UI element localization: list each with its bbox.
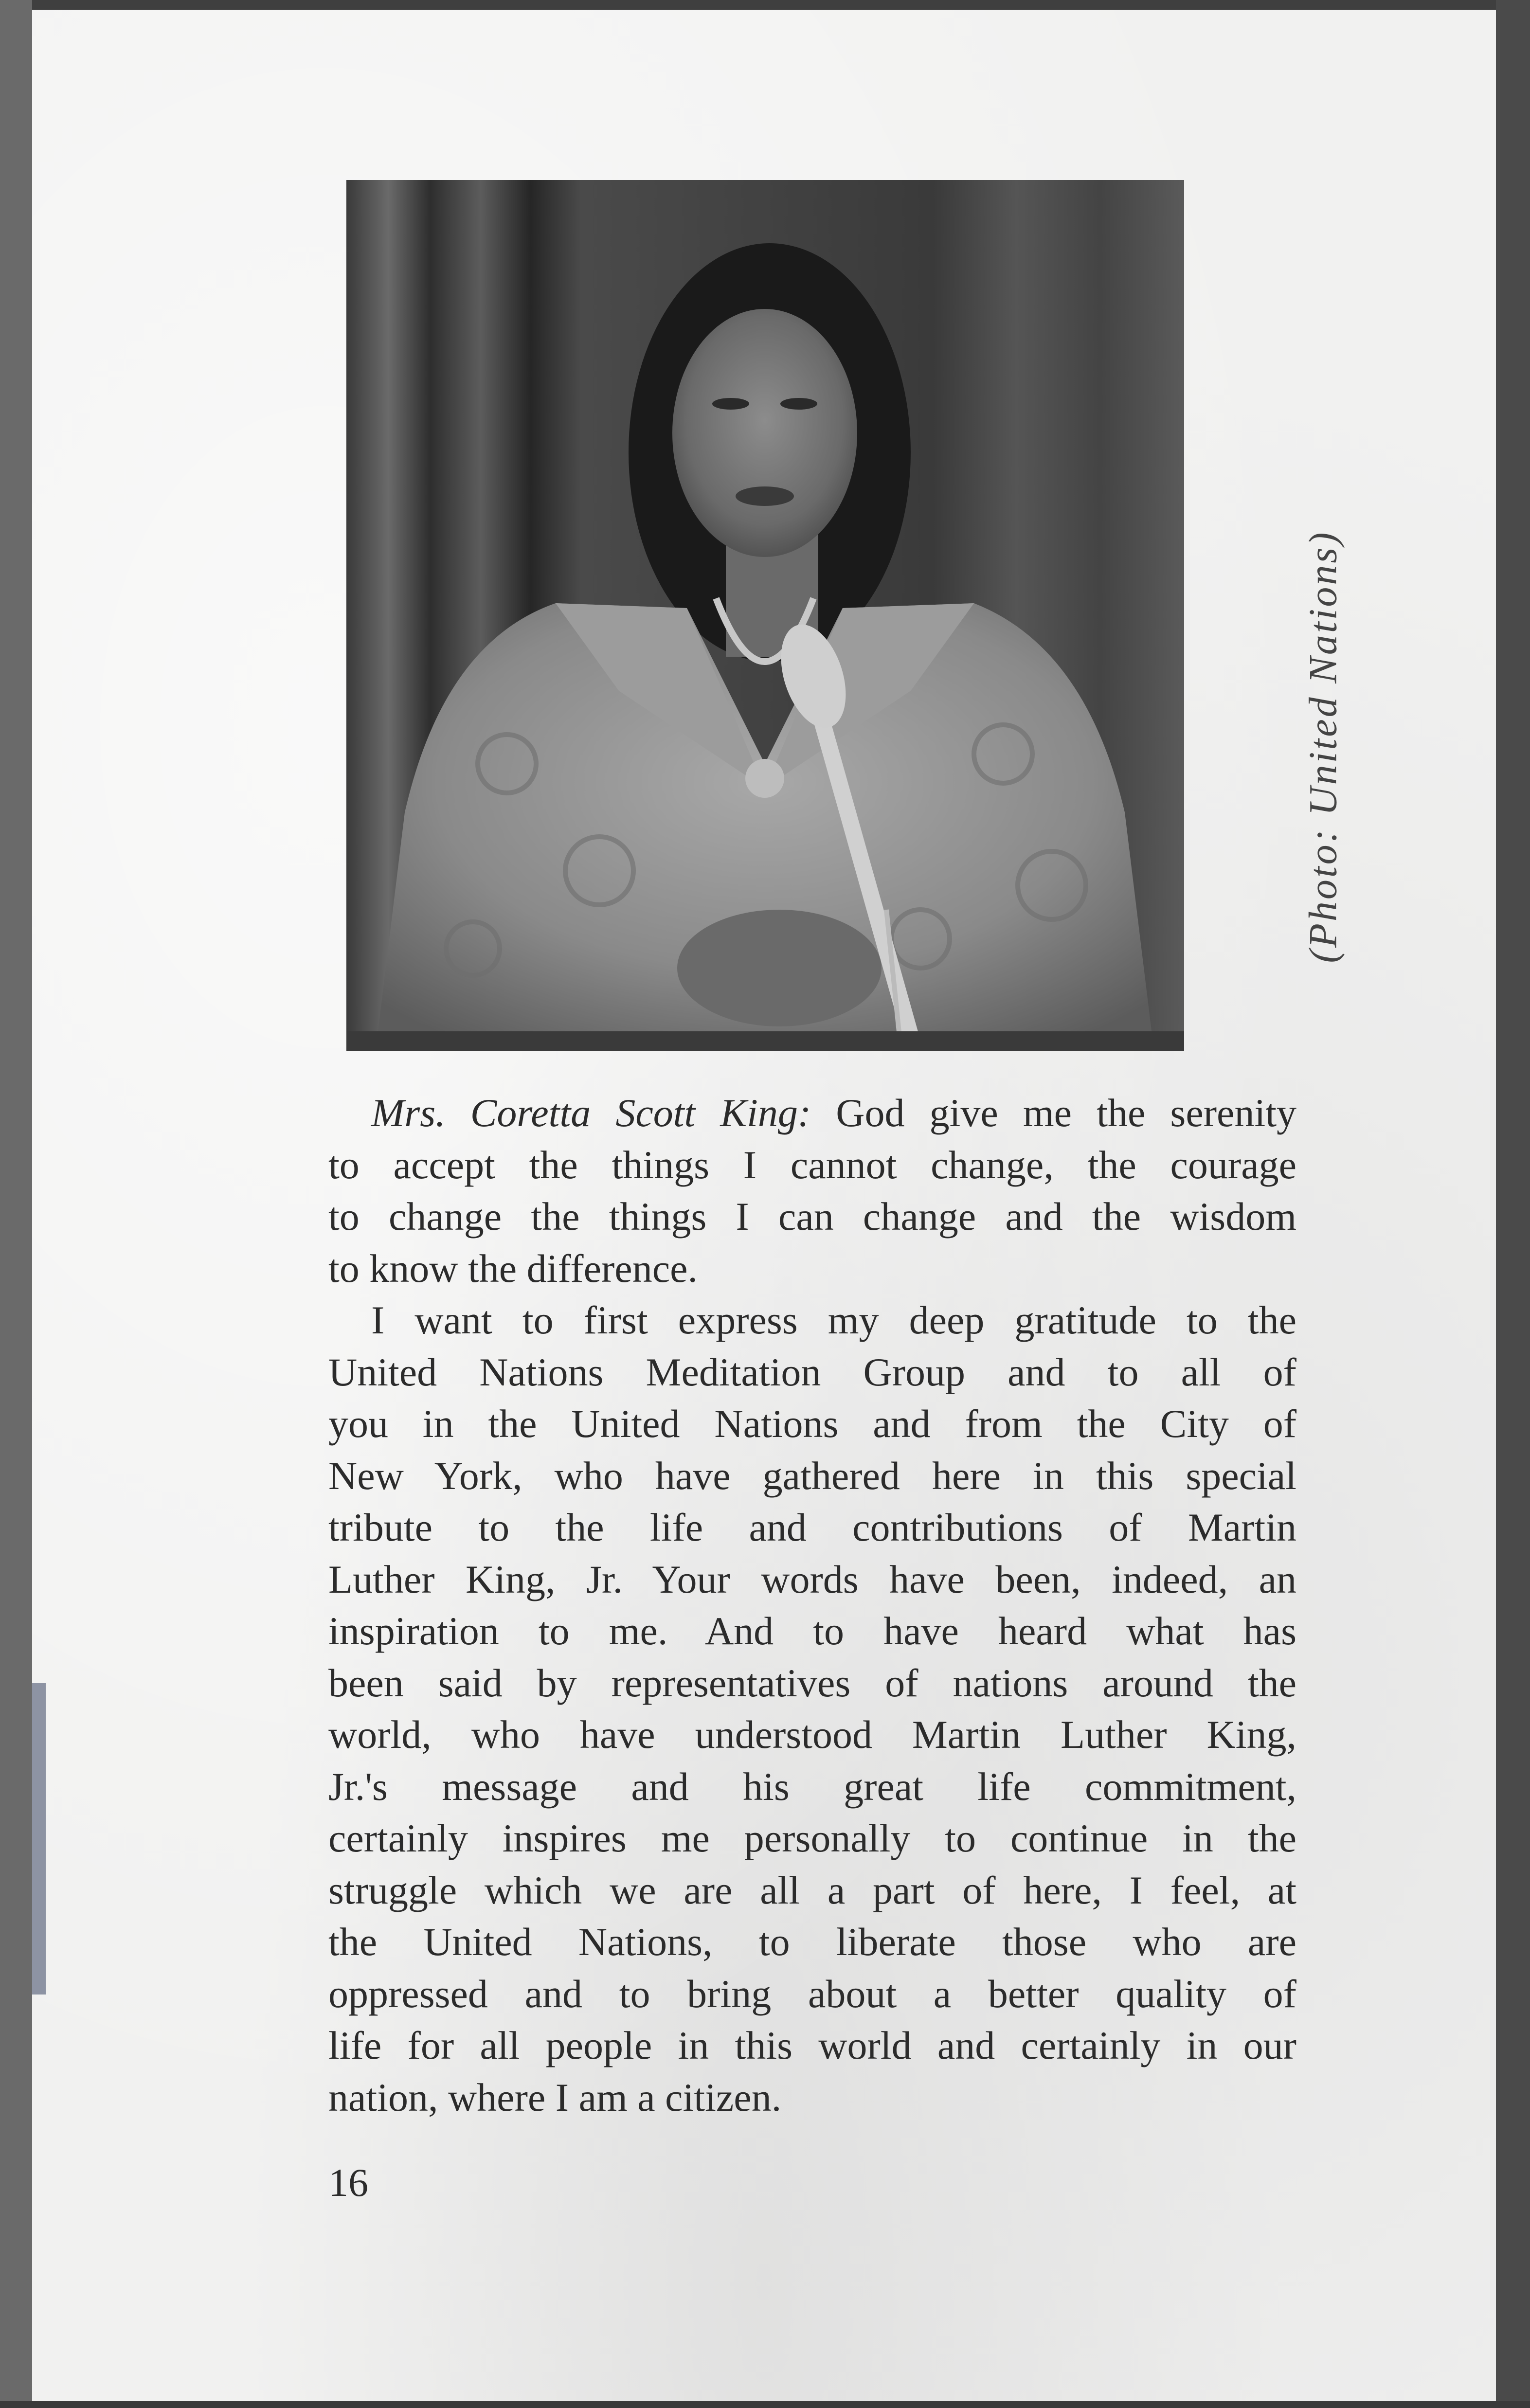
text-line: nation, where I am a citizen. — [328, 2075, 782, 2120]
scan-edge-top — [0, 0, 1530, 10]
text-line: I want to first express my deep gratitude to the — [371, 1298, 1296, 1342]
text-line: struggle which we are all a part of here, I feel, at — [328, 1868, 1296, 1912]
text-line: New York, who have gathered here in this special — [328, 1453, 1296, 1498]
speaker-name: Mrs. Coretta Scott King: — [371, 1091, 811, 1135]
text-line-content: God give me the serenity — [836, 1091, 1297, 1135]
portrait-photo — [346, 180, 1184, 1051]
text-line: world, who have understood Martin Luther King, — [328, 1712, 1296, 1757]
text-line: inspiration to me. And to have heard what has — [328, 1609, 1296, 1653]
paragraph-2 — [328, 1294, 1296, 2123]
text-line: oppressed and to bring about a better quality of — [328, 1971, 1296, 2016]
text-line — [328, 1087, 1296, 1139]
text-line: been said by representatives of nations around the — [328, 1660, 1296, 1705]
photo-credit-text: (Photo: United Nations) — [1301, 530, 1346, 963]
text-line: tribute to the life and contributions of Martin — [328, 1505, 1296, 1549]
text-line: you in the United Nations and from the City of — [328, 1402, 1296, 1446]
paragraph-1 — [328, 1087, 1296, 1294]
text-line: life for all people in this world and certainly in our — [328, 2023, 1296, 2067]
text-line: to change the things I can change and the wisdom — [328, 1194, 1296, 1239]
scan-edge-left — [0, 0, 32, 2408]
scan-edge-right — [1496, 0, 1530, 2408]
binding-strip — [32, 1683, 46, 1995]
text-line: to accept the things I cannot change, the courage — [328, 1142, 1296, 1187]
text-line: Jr.'s message and his great life commitment, — [328, 1764, 1296, 1809]
portrait-image — [346, 180, 1184, 1051]
text-line: United Nations Meditation Group and to all of — [328, 1349, 1296, 1394]
text-line: Luther King, Jr. Your words have been, indeed, an — [328, 1557, 1296, 1601]
speech-text — [328, 1087, 1296, 2123]
photo-credit — [1275, 491, 1372, 1002]
page-number: 16 — [328, 2160, 368, 2205]
text-line: the United Nations, to liberate those who are — [328, 1920, 1296, 1964]
text-line: certainly inspires me personally to continue in the — [328, 1816, 1296, 1860]
text-line: to know the difference. — [328, 1246, 698, 1291]
scan-edge-bottom — [0, 2401, 1530, 2408]
